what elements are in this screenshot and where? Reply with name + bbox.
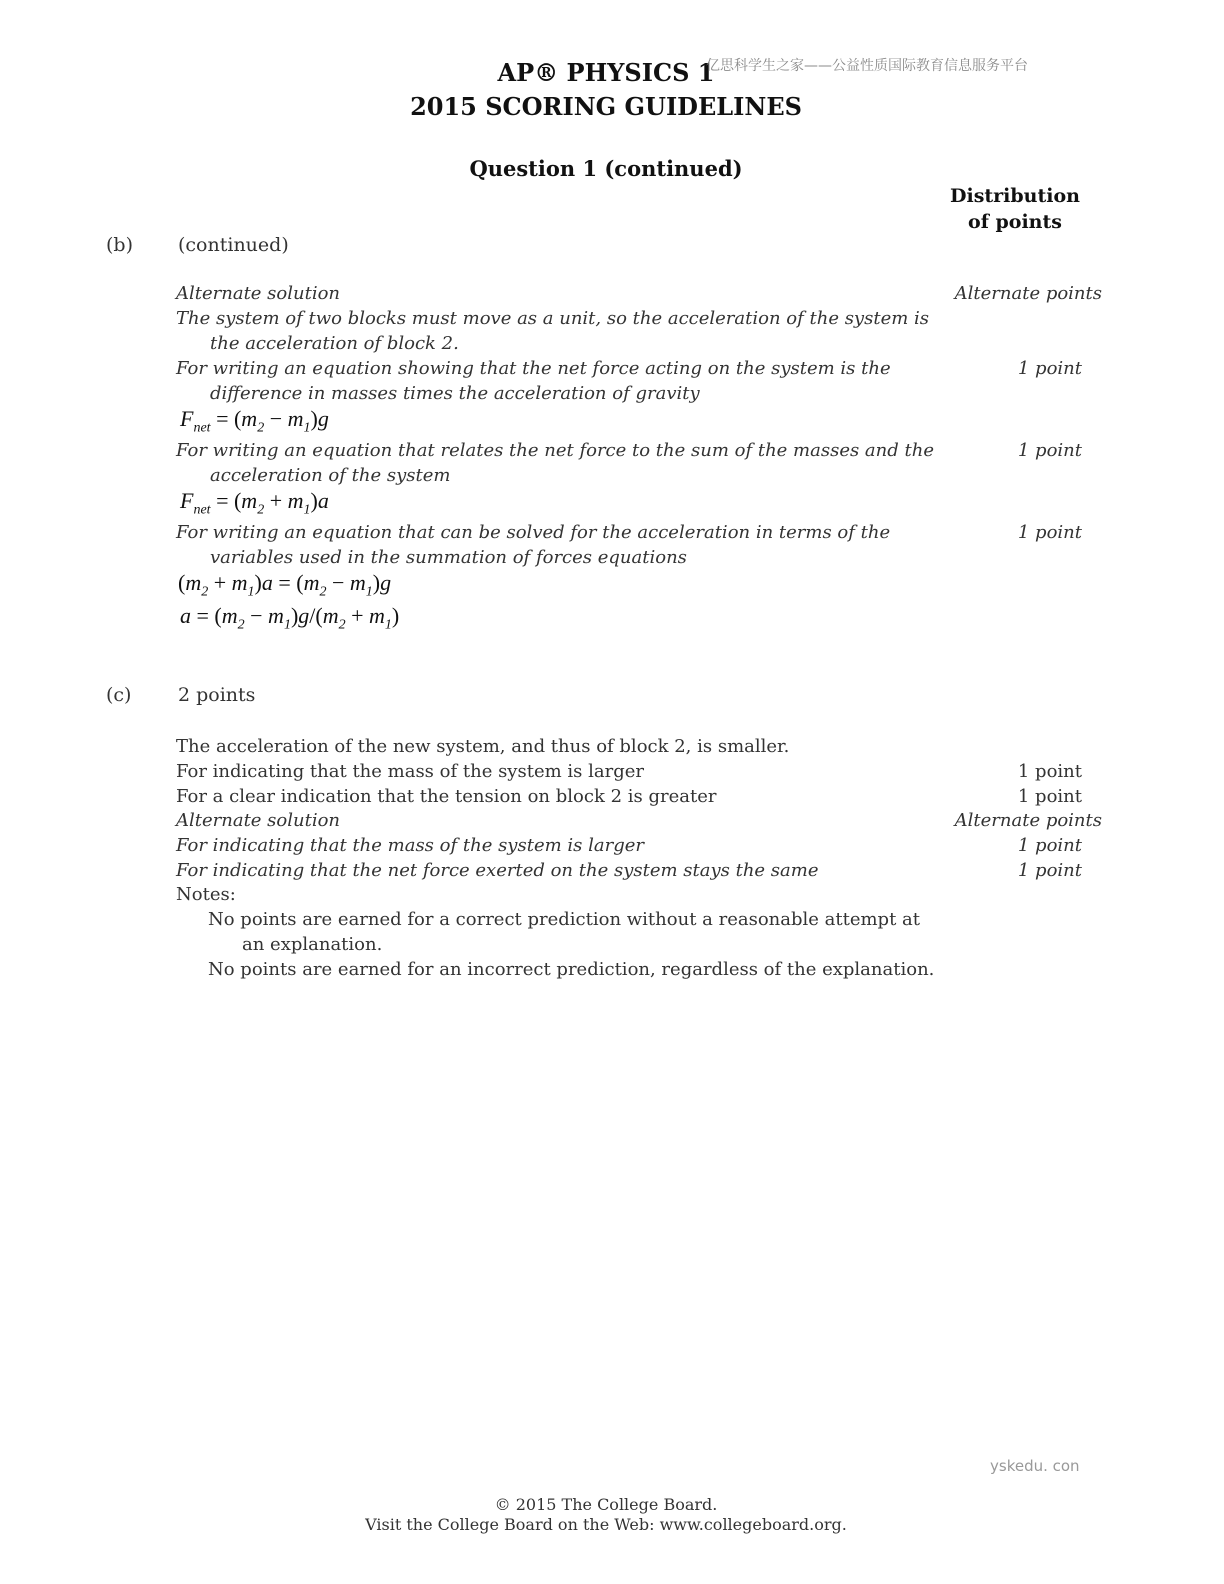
page-title: AP® PHYSICS 1: [497, 58, 715, 87]
part-b-criterion3-line1: For writing an equation that can be solved for the acceleration in terms of the: [176, 522, 891, 543]
equation-combined: $(m_2 + m_1)a = (m_2 - m_1)g$: [178, 570, 392, 600]
note-1-line1: No points are earned for a correct prediction without a reasonable attempt at: [208, 909, 921, 930]
part-c-alt-points: Alternate points: [954, 810, 1102, 831]
notes-label: Notes:: [176, 884, 236, 905]
part-c-criterion2-points: 1 point: [1017, 786, 1082, 807]
distribution-header-line2: of points: [968, 211, 1062, 233]
part-b-heading: (continued): [178, 234, 289, 256]
footer-copyright: © 2015 The College Board.: [494, 1495, 718, 1514]
note-2: No points are earned for an incorrect prediction, regardless of the explanation.: [208, 959, 935, 980]
equation-acceleration-solved: $a = (m_2 - m_1)g/(m_2 + m_1)$: [180, 603, 400, 633]
part-b-criterion3-line2: variables used in the summation of forces equations: [210, 547, 687, 568]
equation-net-force-acceleration: $F_{net} = (m_2 + m_1)a$: [180, 488, 329, 518]
part-c-alt-criterion1-points: 1 point: [1017, 835, 1082, 856]
question-title: Question 1 (continued): [469, 156, 743, 181]
part-b-criterion1-line1: For writing an equation showing that the net force acting on the system is the: [176, 358, 891, 379]
part-b-criterion2-line2: acceleration of the system: [210, 465, 451, 486]
part-c-criterion1-points: 1 point: [1017, 761, 1082, 782]
equation-net-force-gravity: $F_{net} = (m_2 - m_1)g$: [180, 406, 329, 436]
part-b-criterion2-points: 1 point: [1017, 440, 1082, 461]
part-b-criterion1-line2: difference in masses times the acceleration of gravity: [210, 383, 700, 404]
part-b-alt-solution: Alternate solution: [176, 283, 341, 304]
part-b-criterion2-line1: For writing an equation that relates the net force to the sum of the masses and the: [176, 440, 934, 461]
site-watermark: yskedu. con: [990, 1457, 1080, 1475]
part-c-alt-criterion2-points: 1 point: [1017, 860, 1082, 881]
footer-visit-link[interactable]: Visit the College Board on the Web: www.collegeboard.org.: [365, 1515, 847, 1534]
note-1-line2: an explanation.: [242, 934, 383, 955]
part-b-criterion3-points: 1 point: [1017, 522, 1082, 543]
part-c-heading: 2 points: [178, 684, 256, 706]
distribution-header-line1: Distribution: [950, 185, 1080, 207]
part-c-criterion1: For indicating that the mass of the system is larger: [176, 761, 644, 782]
part-b-label: (b): [106, 234, 133, 256]
part-b-intro-line1: The system of two blocks must move as a unit, so the acceleration of the system is: [176, 308, 930, 329]
part-c-alt-criterion2: For indicating that the net force exerted on the system stays the same: [176, 860, 819, 881]
part-c-alt-solution: Alternate solution: [176, 810, 341, 831]
part-c-intro: The acceleration of the new system, and thus of block 2, is smaller.: [176, 736, 790, 757]
part-c-alt-criterion1: For indicating that the mass of the system is larger: [176, 835, 644, 856]
part-c-label: (c): [106, 684, 132, 706]
part-b-criterion1-points: 1 point: [1017, 358, 1082, 379]
watermark-text: 亿思科学生之家——公益性质国际教育信息服务平台: [706, 58, 1028, 74]
part-b-intro-line2: the acceleration of block 2.: [210, 333, 459, 354]
part-b-alt-points: Alternate points: [954, 283, 1102, 304]
page-subtitle: 2015 SCORING GUIDELINES: [410, 92, 802, 121]
part-c-criterion2: For a clear indication that the tension on block 2 is greater: [176, 786, 717, 807]
